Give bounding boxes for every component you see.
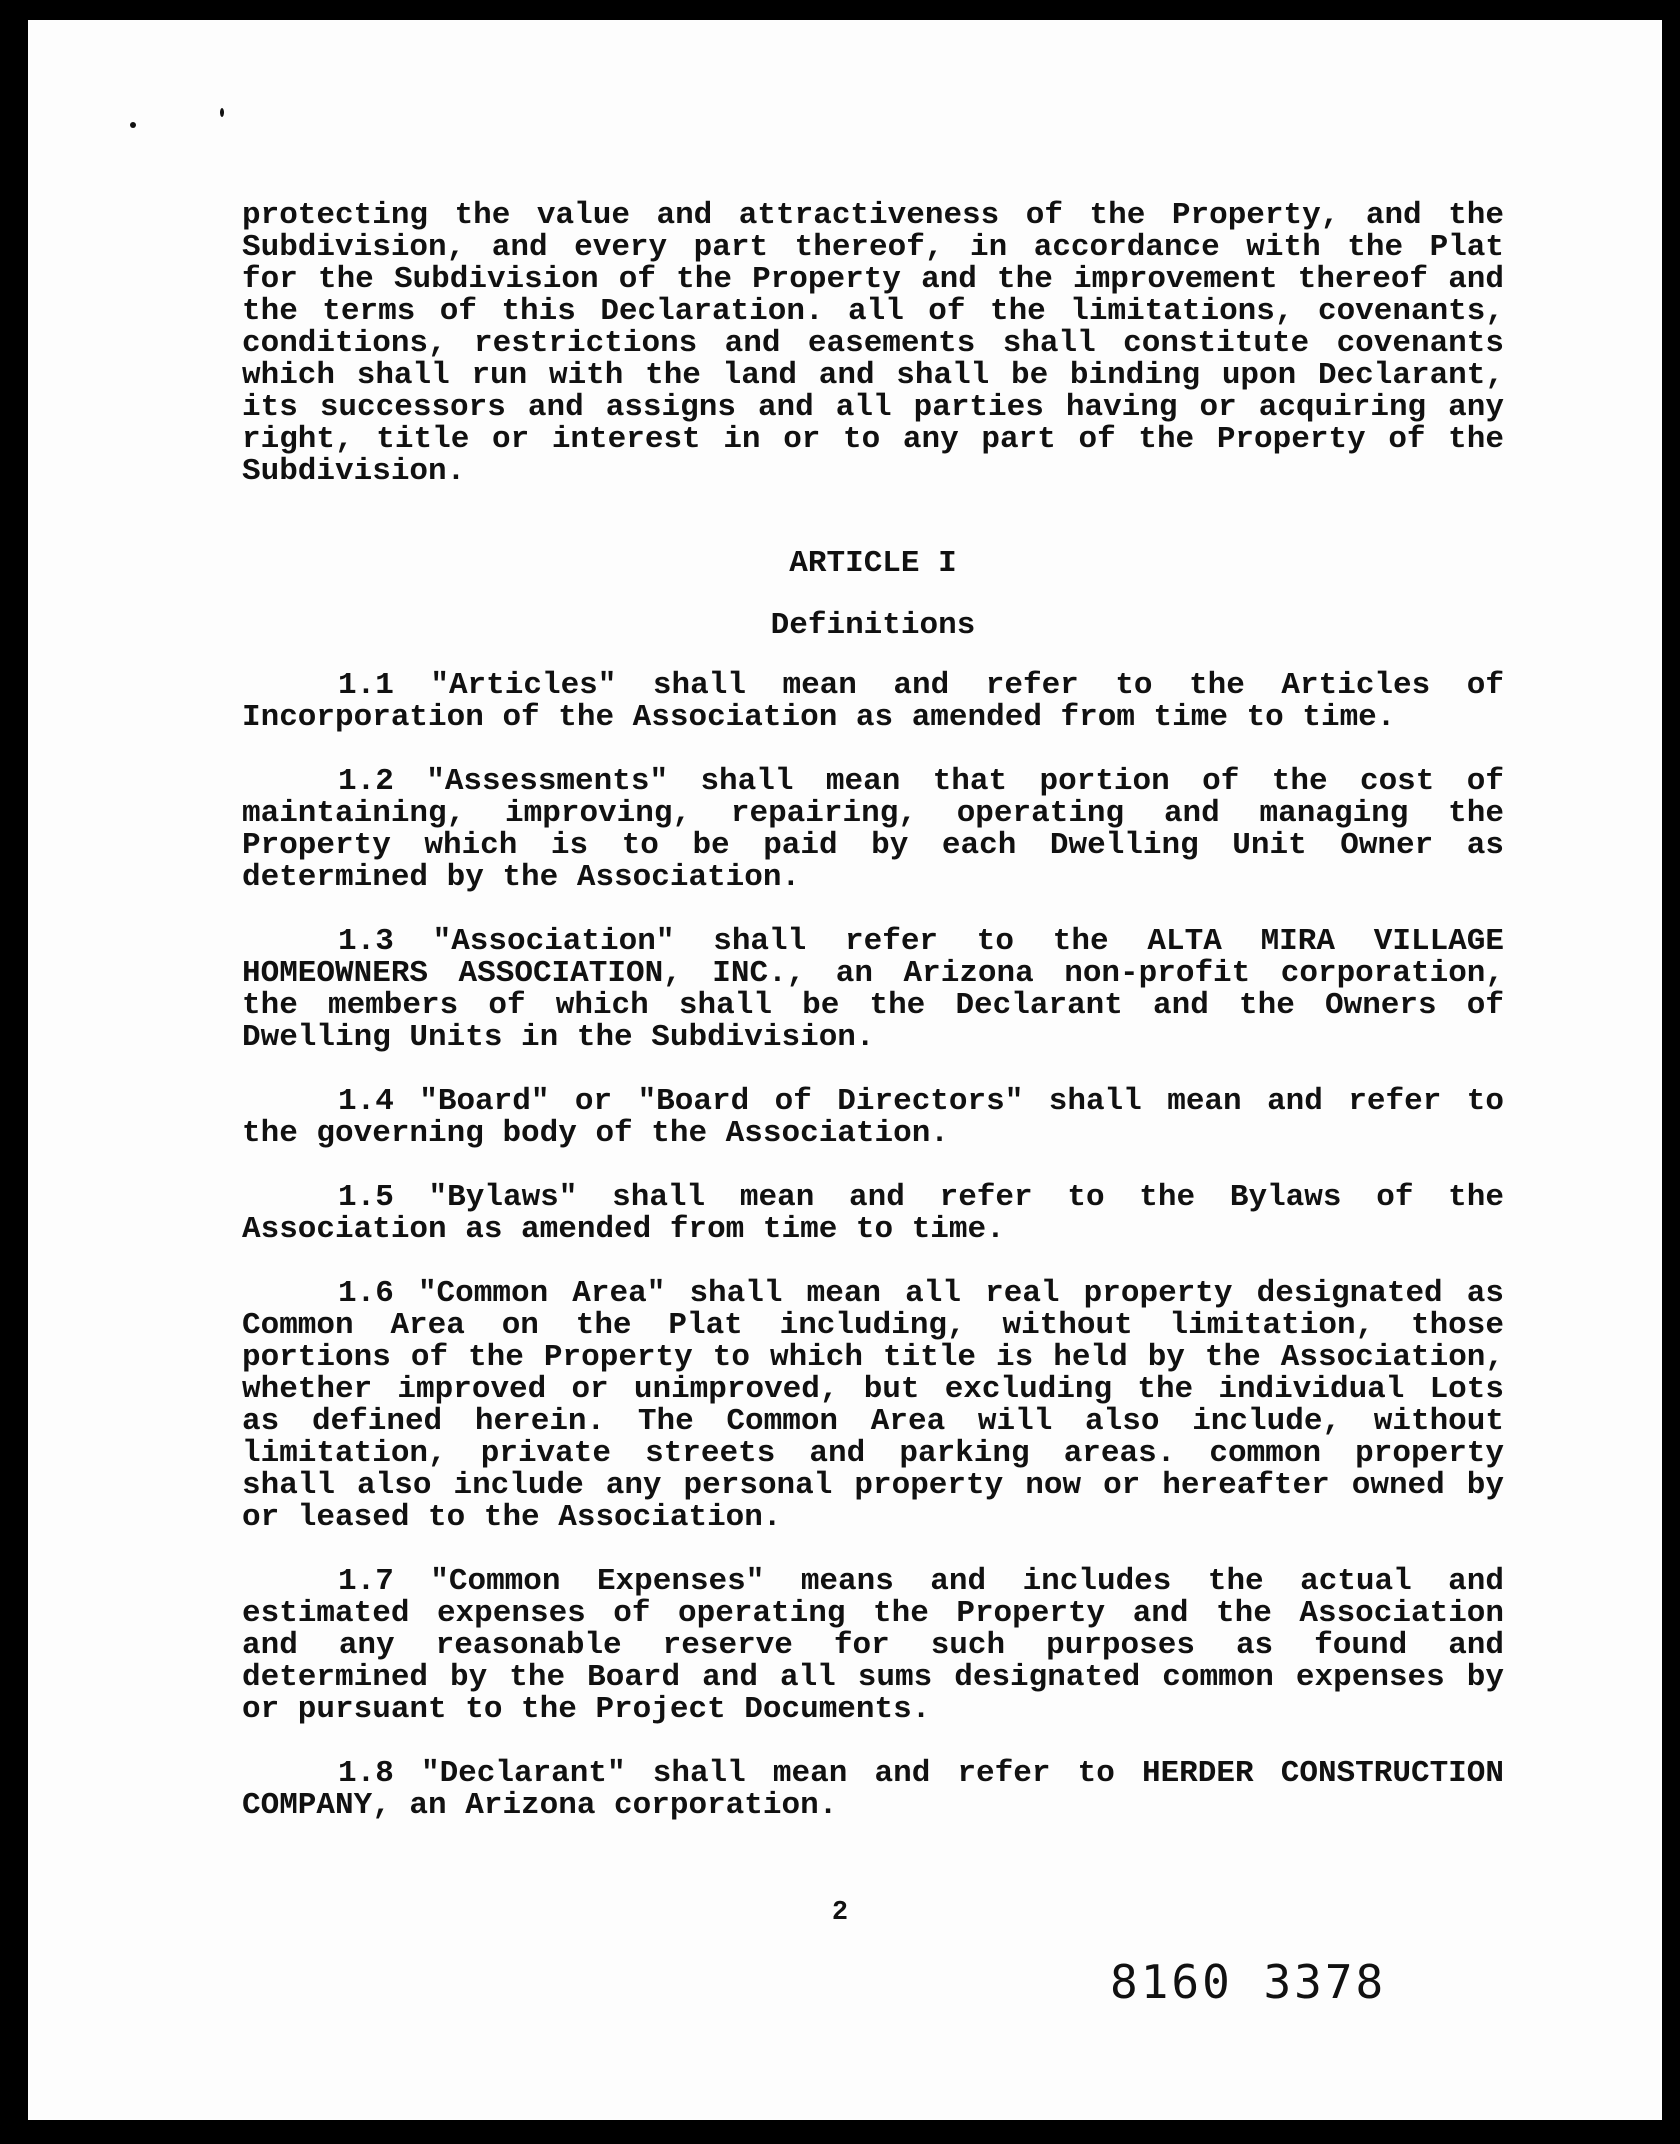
page-number: 2: [831, 1898, 849, 1928]
scan-speck: [220, 108, 224, 117]
definition-1-4: 1.4 "Board" or "Board of Directors" shall mean and refer to the governing body of the Association.: [242, 1084, 1504, 1151]
definition-1-1: 1.1 "Articles" shall mean and refer to the Articles of Incorporation of the Association as amended from time to time.: [242, 668, 1504, 735]
article-title: ARTICLE I: [789, 546, 957, 581]
definition-1-7: 1.7 "Common Expenses" means and includes the actual and estimated expenses of operating the Property and the Association and any reasonable reserve for such purposes as found and determined by the Board and all sums designated common expenses by or pursuant to the Project Documents.: [242, 1564, 1504, 1727]
definition-1-3: 1.3 "Association" shall refer to the ALTA MIRA VILLAGE HOMEOWNERS ASSOCIATION, INC., an Arizona non-profit corporation, the members of which shall be the Declarant and the Owners of Dwelling Units in the Subdivision.: [242, 924, 1504, 1055]
article-subtitle: Definitions: [770, 608, 976, 643]
definition-1-8: 1.8 "Declarant" shall mean and refer to HERDER CONSTRUCTION COMPANY, an Arizona corporation.: [242, 1756, 1504, 1823]
definition-1-6: 1.6 "Common Area" shall mean all real property designated as Common Area on the Plat including, without limitation, those portions of the Property to which title is held by the Association, whether improved or unimproved, but excluding the individual Lots as defined herein. The Common Area will also include, without limitation, private streets and parking areas. common property shall also include any personal property now or hereafter owned by or leased to the Association.: [242, 1276, 1504, 1535]
document-body: [242, 200, 1504, 1822]
scan-speck: [130, 122, 136, 128]
document-id-number: 8160 3378: [1110, 1955, 1387, 2009]
intro-paragraph: protecting the value and attractiveness of the Property, and the Subdivision, and every part thereof, in accordance with the Plat for the Subdivision of the Property and the improvement thereof and the terms of this Declaration. all of the limitations, covenants, conditions, restrictions and easements shall constitute covenants which shall run with the land and shall be binding upon Declarant, its successors and assigns and all parties having or acquiring any right, title or interest in or to any part of the Property of the Subdivision.: [242, 198, 1504, 489]
definition-1-5: 1.5 "Bylaws" shall mean and refer to the Bylaws of the Association as amended from time to time.: [242, 1180, 1504, 1247]
definition-1-2: 1.2 "Assessments" shall mean that portion of the cost of maintaining, improving, repairing, operating and managing the Property which is to be paid by each Dwelling Unit Owner as determined by the Association.: [242, 764, 1504, 895]
